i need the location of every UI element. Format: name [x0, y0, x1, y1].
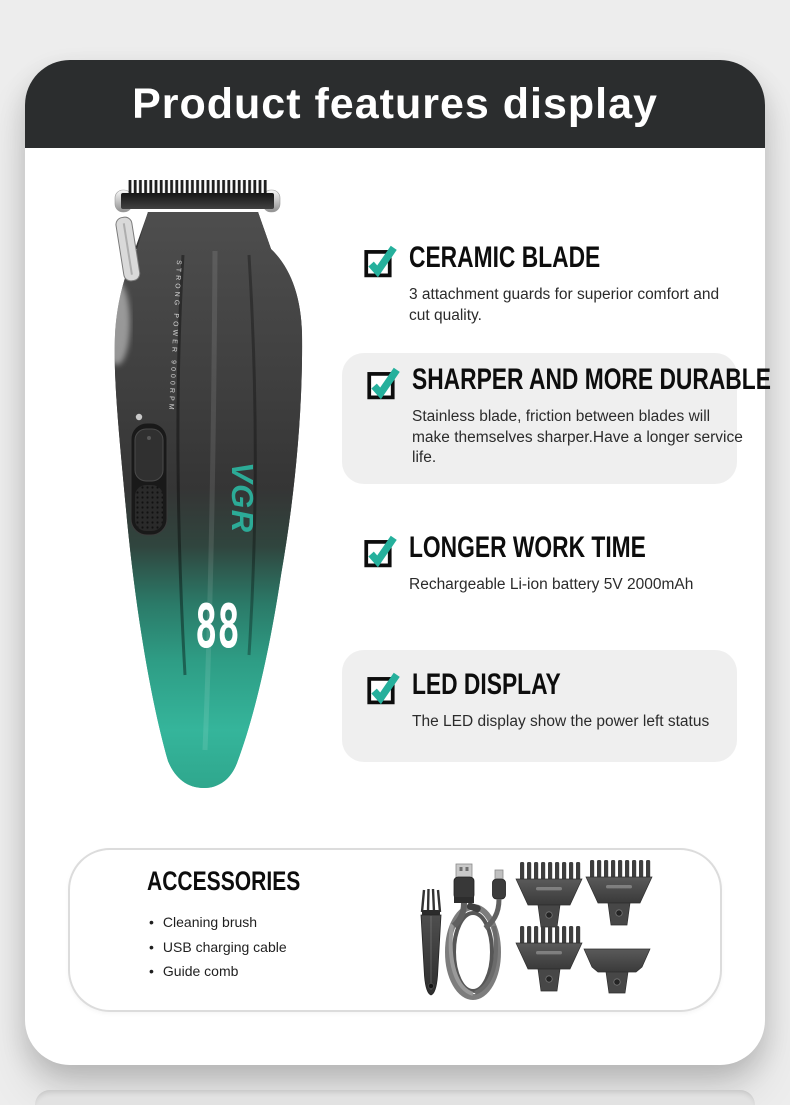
usb-cable-icon — [448, 864, 506, 997]
card-header — [25, 60, 765, 148]
list-item: • Cleaning brush — [149, 910, 720, 935]
trimmer-blade — [115, 180, 280, 212]
check-icon — [366, 668, 400, 706]
feature-text — [409, 531, 721, 596]
check-icon — [363, 241, 397, 279]
check-icon — [363, 531, 397, 569]
page-title: Product features display — [132, 79, 658, 128]
guide-comb-flat-icon — [584, 949, 650, 993]
feature-description: The LED display show the power left status — [412, 713, 710, 730]
power-switch — [131, 414, 167, 535]
check-icon — [366, 363, 400, 401]
feature-row-led-display — [342, 650, 766, 733]
card-body — [25, 148, 771, 1065]
accessories-panel — [68, 848, 722, 1012]
cleaning-brush-icon — [421, 889, 441, 995]
guide-comb-icon — [516, 862, 582, 927]
feature-description: Stainless blade, friction between blades will make themselves sharper.Have a longer service life. — [412, 408, 743, 466]
list-item: • USB charging cable — [149, 935, 720, 960]
vgr-logo: VGR — [225, 462, 260, 534]
feature-row-ceramic-blade — [363, 241, 763, 326]
accessories-title: ACCESSORIES — [147, 866, 301, 896]
feature-text — [412, 363, 790, 469]
feature-description: 3 attachment guards for superior comfort and cut quality. — [409, 286, 720, 324]
feature-row-longer-work-time — [363, 531, 763, 596]
guide-comb-icon — [586, 860, 652, 925]
feature-description: Rechargeable Li-ion battery 5V 2000mAh — [409, 576, 694, 593]
led-display-value: 88 — [195, 591, 240, 662]
strong-power-label: STRONG POWER 9000RPM — [167, 259, 182, 413]
list-item: • Guide comb — [149, 959, 720, 984]
feature-text — [409, 241, 741, 326]
feature-title: CERAMIC BLADE — [409, 241, 601, 274]
accessories-illustration — [407, 854, 727, 1004]
feature-box-sharper — [342, 353, 771, 484]
feature-row-sharper — [342, 353, 771, 469]
product-card — [25, 60, 771, 1065]
guide-comb-icon — [516, 926, 582, 991]
feature-title: SHARPER AND MORE DURABLE — [412, 363, 771, 396]
feature-title: LONGER WORK TIME — [409, 531, 646, 564]
trimmer-illustration — [65, 175, 335, 795]
next-section-peek — [35, 1090, 755, 1105]
feature-text — [412, 668, 709, 733]
feature-title: LED DISPLAY — [412, 668, 561, 701]
blade-lever — [115, 216, 141, 282]
feature-box-led-display — [342, 650, 737, 762]
